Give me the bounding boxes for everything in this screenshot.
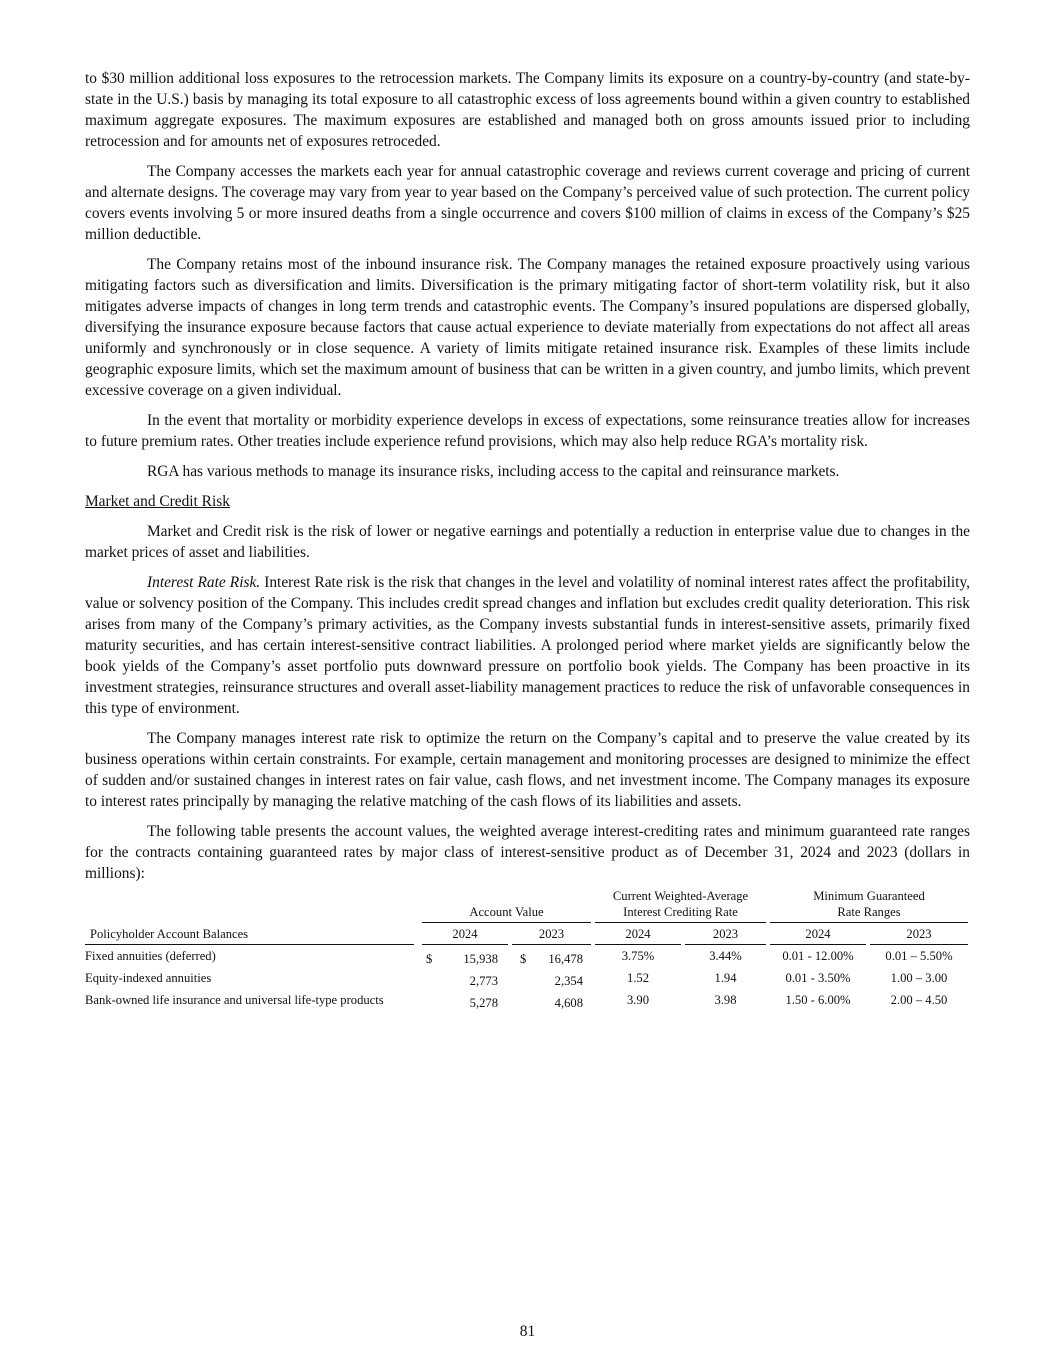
account-value-2024: 15,938 bbox=[463, 952, 498, 966]
minimum-guaranteed-2024: 0.01 - 12.00% bbox=[782, 949, 854, 963]
column-header-year: 2023 bbox=[683, 923, 768, 945]
crediting-rate-2023: 1.94 bbox=[714, 971, 737, 985]
account-balances-table bbox=[85, 888, 970, 1011]
crediting-rate-2023: 3.98 bbox=[714, 993, 737, 1007]
column-header-year: 2023 bbox=[510, 923, 593, 945]
paragraph-retained-risk: The Company retains most of the inbound insurance risk. The Company manages the retained exposure proactively using various mitigating factors such as diversification and limits. Diversification is the primary mitigating factor of short-term volatility risk, but it also mitigates adverse impacts of changes in long term trends and catastrophic events. The Company’s insured populations are dispersed globally, diversifying the insurance exposure because factors that cause actual experience to deviate materially from expectations do not affect all areas uniformly and synchronously or in close sequence. A variety of limits mitigate retained insurance risk. Examples of these limits include geographic exposure limits, which set the maximum amount of business that can be written in a given country, and jumbo limits, which prevent excessive coverage on a given individual. bbox=[85, 256, 970, 399]
currency-symbol: $ bbox=[426, 952, 433, 966]
paragraph-catastrophic-coverage: The Company accesses the markets each year for annual catastrophic coverage and reviews current coverage and pricing of current and alternate designs. The coverage may vary from year to year based on the Company’s perceived value of such protection. The current policy covers events involving 5 or more insured deaths from a single occurrence and covers $100 million of claims in excess of the Company’s $25 million deductible. bbox=[85, 163, 970, 243]
paragraph-retrocession: to $30 million additional loss exposures to the retrocession markets. The Company limits its exposure on a country-by-country (and state-by-state in the U.S.) basis by managing its total exposure to all catastrophic excess of loss agreements bound within a given country to established maximum aggregate exposures. The maximum exposures are established and managed both on gross amounts issued prior to including retrocession and for amounts net of exposures retroceded. bbox=[85, 70, 970, 150]
paragraph-market-credit-definition: Market and Credit risk is the risk of lower or negative earnings and potentially a reduction in enterprise value due to changes in the market prices of asset and liabilities. bbox=[85, 523, 970, 561]
row-label: Equity-indexed annuities bbox=[85, 971, 212, 985]
column-header-policyholder: Policyholder Account Balances bbox=[85, 923, 420, 945]
crediting-rate-2023: 3.44% bbox=[709, 949, 742, 963]
account-value-2023: 4,608 bbox=[554, 996, 583, 1010]
table-year-header-row bbox=[85, 923, 970, 945]
group-header-crediting-rate: Current Weighted-Average Interest Crediting Rate bbox=[593, 888, 768, 923]
page-content bbox=[85, 68, 970, 1011]
interest-rate-risk-lead: Interest Rate Risk. bbox=[147, 574, 261, 591]
crediting-rate-2024: 3.90 bbox=[626, 993, 650, 1007]
minimum-guaranteed-2023: 0.01 – 5.50% bbox=[885, 949, 953, 963]
crediting-rate-2024: 1.52 bbox=[626, 971, 650, 985]
table-row bbox=[85, 945, 970, 967]
paragraph-interest-rate-risk bbox=[85, 572, 970, 719]
row-label: Bank-owned life insurance and universal life-type products bbox=[85, 993, 384, 1007]
column-header-year: 2024 bbox=[593, 923, 683, 945]
minimum-guaranteed-2023: 1.00 – 3.00 bbox=[890, 971, 948, 985]
account-value-2024: 2,773 bbox=[469, 974, 498, 988]
column-header-year: 2023 bbox=[868, 923, 970, 945]
group-header-minimum-guaranteed: Minimum Guaranteed Rate Ranges bbox=[768, 888, 970, 923]
paragraph-mortality-experience: In the event that mortality or morbidity experience develops in excess of expectations, some reinsurance treaties allow for increases to future premium rates. Other treaties include experience refund provisions, which may also help reduce RGA’s mortality risk. bbox=[85, 412, 970, 450]
interest-rate-risk-body: Interest Rate risk is the risk that changes in the level and volatility of nominal interest rates affect the profitability, value or solvency position of the Company. This includes credit spread changes and inflation but excludes credit quality deterioration. This risk arises from many of the Company’s primary activities, as the Company invests substantial funds in interest-sensitive assets, primarily fixed maturity securities, and has certain interest-sensitive contract liabilities. A prolonged period where market yields are significantly below the book yields of the Company’s asset portfolio puts downward pressure on portfolio book yields. The Company has been proactive in its investment strategies, reinsurance structures and overall asset-liability management practices to reduce the risk of unfavorable consequences in this type of environment. bbox=[85, 574, 970, 717]
currency-symbol: $ bbox=[520, 952, 527, 966]
paragraph-interest-rate-management: The Company manages interest rate risk to optimize the return on the Company’s capital and to preserve the value created by its business operations within certain constraints. For example, certain management and monitoring processes are designed to minimize the effect of sudden and/or sustained changes in interest rates on fair value, cash flows, and net investment income. The Company manages its exposure to interest rates principally by managing the relative matching of the cash flows of its liabilities and assets. bbox=[85, 730, 970, 810]
table-row bbox=[85, 967, 970, 989]
row-label: Fixed annuities (deferred) bbox=[85, 949, 216, 963]
minimum-guaranteed-2024: 1.50 - 6.00% bbox=[785, 993, 851, 1007]
table-group-header-row bbox=[85, 888, 970, 923]
account-value-2023: 16,478 bbox=[548, 952, 583, 966]
minimum-guaranteed-2023: 2.00 – 4.50 bbox=[890, 993, 948, 1007]
section-heading-market-credit-risk: Market and Credit Risk bbox=[85, 493, 230, 510]
group-header-account-value: Account Value bbox=[420, 888, 593, 923]
paragraph-rga-methods: RGA has various methods to manage its insurance risks, including access to the capital and reinsurance markets. bbox=[147, 463, 840, 480]
account-value-2024: 5,278 bbox=[469, 996, 498, 1010]
account-value-2023: 2,354 bbox=[554, 974, 583, 988]
column-header-year: 2024 bbox=[420, 923, 510, 945]
table-row bbox=[85, 989, 970, 1011]
column-header-year: 2024 bbox=[768, 923, 868, 945]
crediting-rate-2024: 3.75% bbox=[621, 949, 655, 963]
page-number: 81 bbox=[519, 1323, 536, 1340]
paragraph-table-intro: The following table presents the account values, the weighted average interest-crediting rates and minimum guaranteed rate ranges for the contracts containing guaranteed rates by major class of interest-sensitive product as of December 31, 2024 and 2023 (dollars in millions): bbox=[85, 823, 970, 882]
minimum-guaranteed-2024: 0.01 - 3.50% bbox=[785, 971, 851, 985]
